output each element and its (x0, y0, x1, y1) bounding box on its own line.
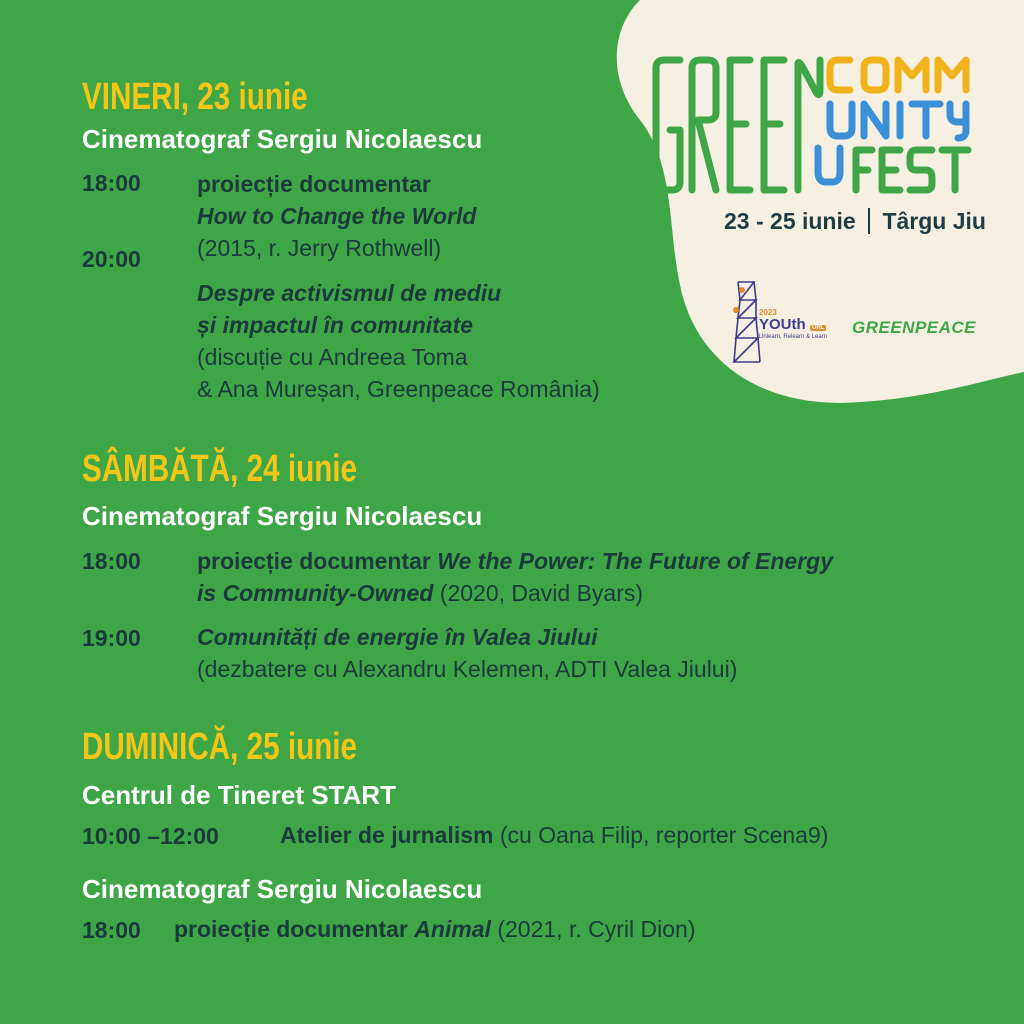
event-title: Animal (414, 916, 491, 942)
youth-name: YOUth (759, 316, 806, 333)
event-time: 20:00 (82, 246, 141, 272)
event-title: How to Change the World (197, 203, 477, 229)
event-time: 18:00 (82, 548, 141, 574)
event-line (197, 577, 643, 609)
festival-dates (724, 208, 986, 235)
venue-name: Cinematograf Sergiu Nicolaescu (82, 501, 483, 531)
event-title: și impactul în comunitate (197, 312, 474, 338)
event-details: (cu Oana Filip, reporter Scena9) (493, 822, 829, 848)
greencommunityfest-logo (650, 52, 980, 202)
venue-name: Centrul de Tineret START (82, 780, 396, 810)
venue-name: Cinematograf Sergiu Nicolaescu (82, 124, 483, 154)
event-details: (discuție cu Andreea Toma (197, 344, 468, 370)
event-details: (2015, r. Jerry Rothwell) (197, 235, 442, 261)
greenpeace-logo: GREENPEACE (852, 318, 977, 337)
youth-tower-icon (732, 280, 762, 364)
event-title: is Community-Owned (197, 580, 434, 606)
event-time: 19:00 (82, 625, 141, 651)
event-details: (dezbatere cu Alexandru Kelemen, ADTI Valea Jiului) (197, 656, 738, 682)
event-line: proiecție documentar (197, 171, 431, 197)
event-title: Despre activismul de mediu (197, 280, 502, 306)
day-heading-saturday: SÂMBĂTĂ, 24 iunie (82, 448, 358, 490)
event-title: Comunități de energie în Valea Jiului (197, 624, 598, 650)
event-details: & Ana Mureșan, Greenpeace România) (197, 376, 600, 402)
event-time: 18:00 (82, 917, 141, 943)
logo-separator (868, 208, 870, 234)
venue-name: Cinematograf Sergiu Nicolaescu (82, 874, 483, 904)
festival-city: Târgu Jiu (882, 208, 986, 234)
day-heading-sunday: DUMINICĂ, 25 iunie (82, 726, 358, 768)
event-details: (2021, r. Cyril Dion) (490, 916, 696, 942)
youth-partner-logo (732, 280, 832, 364)
day-heading-friday: VINERI, 23 iunie (82, 76, 308, 118)
event-line (280, 819, 828, 851)
event-details: (2020, David Byars) (433, 580, 644, 606)
event-time: 10:00 –12:00 (82, 823, 219, 849)
event-label: proiecție documentar (197, 548, 438, 574)
event-title: Atelier de jurnalism (280, 822, 494, 848)
event-label: proiecție documentar (174, 916, 415, 942)
youth-badge: URL (812, 325, 825, 331)
event-line (197, 545, 833, 577)
youth-tagline: Unlearn, Relearn & Learn (759, 334, 828, 340)
event-time: 18:00 (82, 170, 141, 196)
event-line (174, 913, 695, 945)
event-title: We the Power: The Future of Energy (437, 548, 834, 574)
festival-date-range: 23 - 25 iunie (724, 208, 856, 234)
youth-year: 2023 (759, 308, 777, 317)
